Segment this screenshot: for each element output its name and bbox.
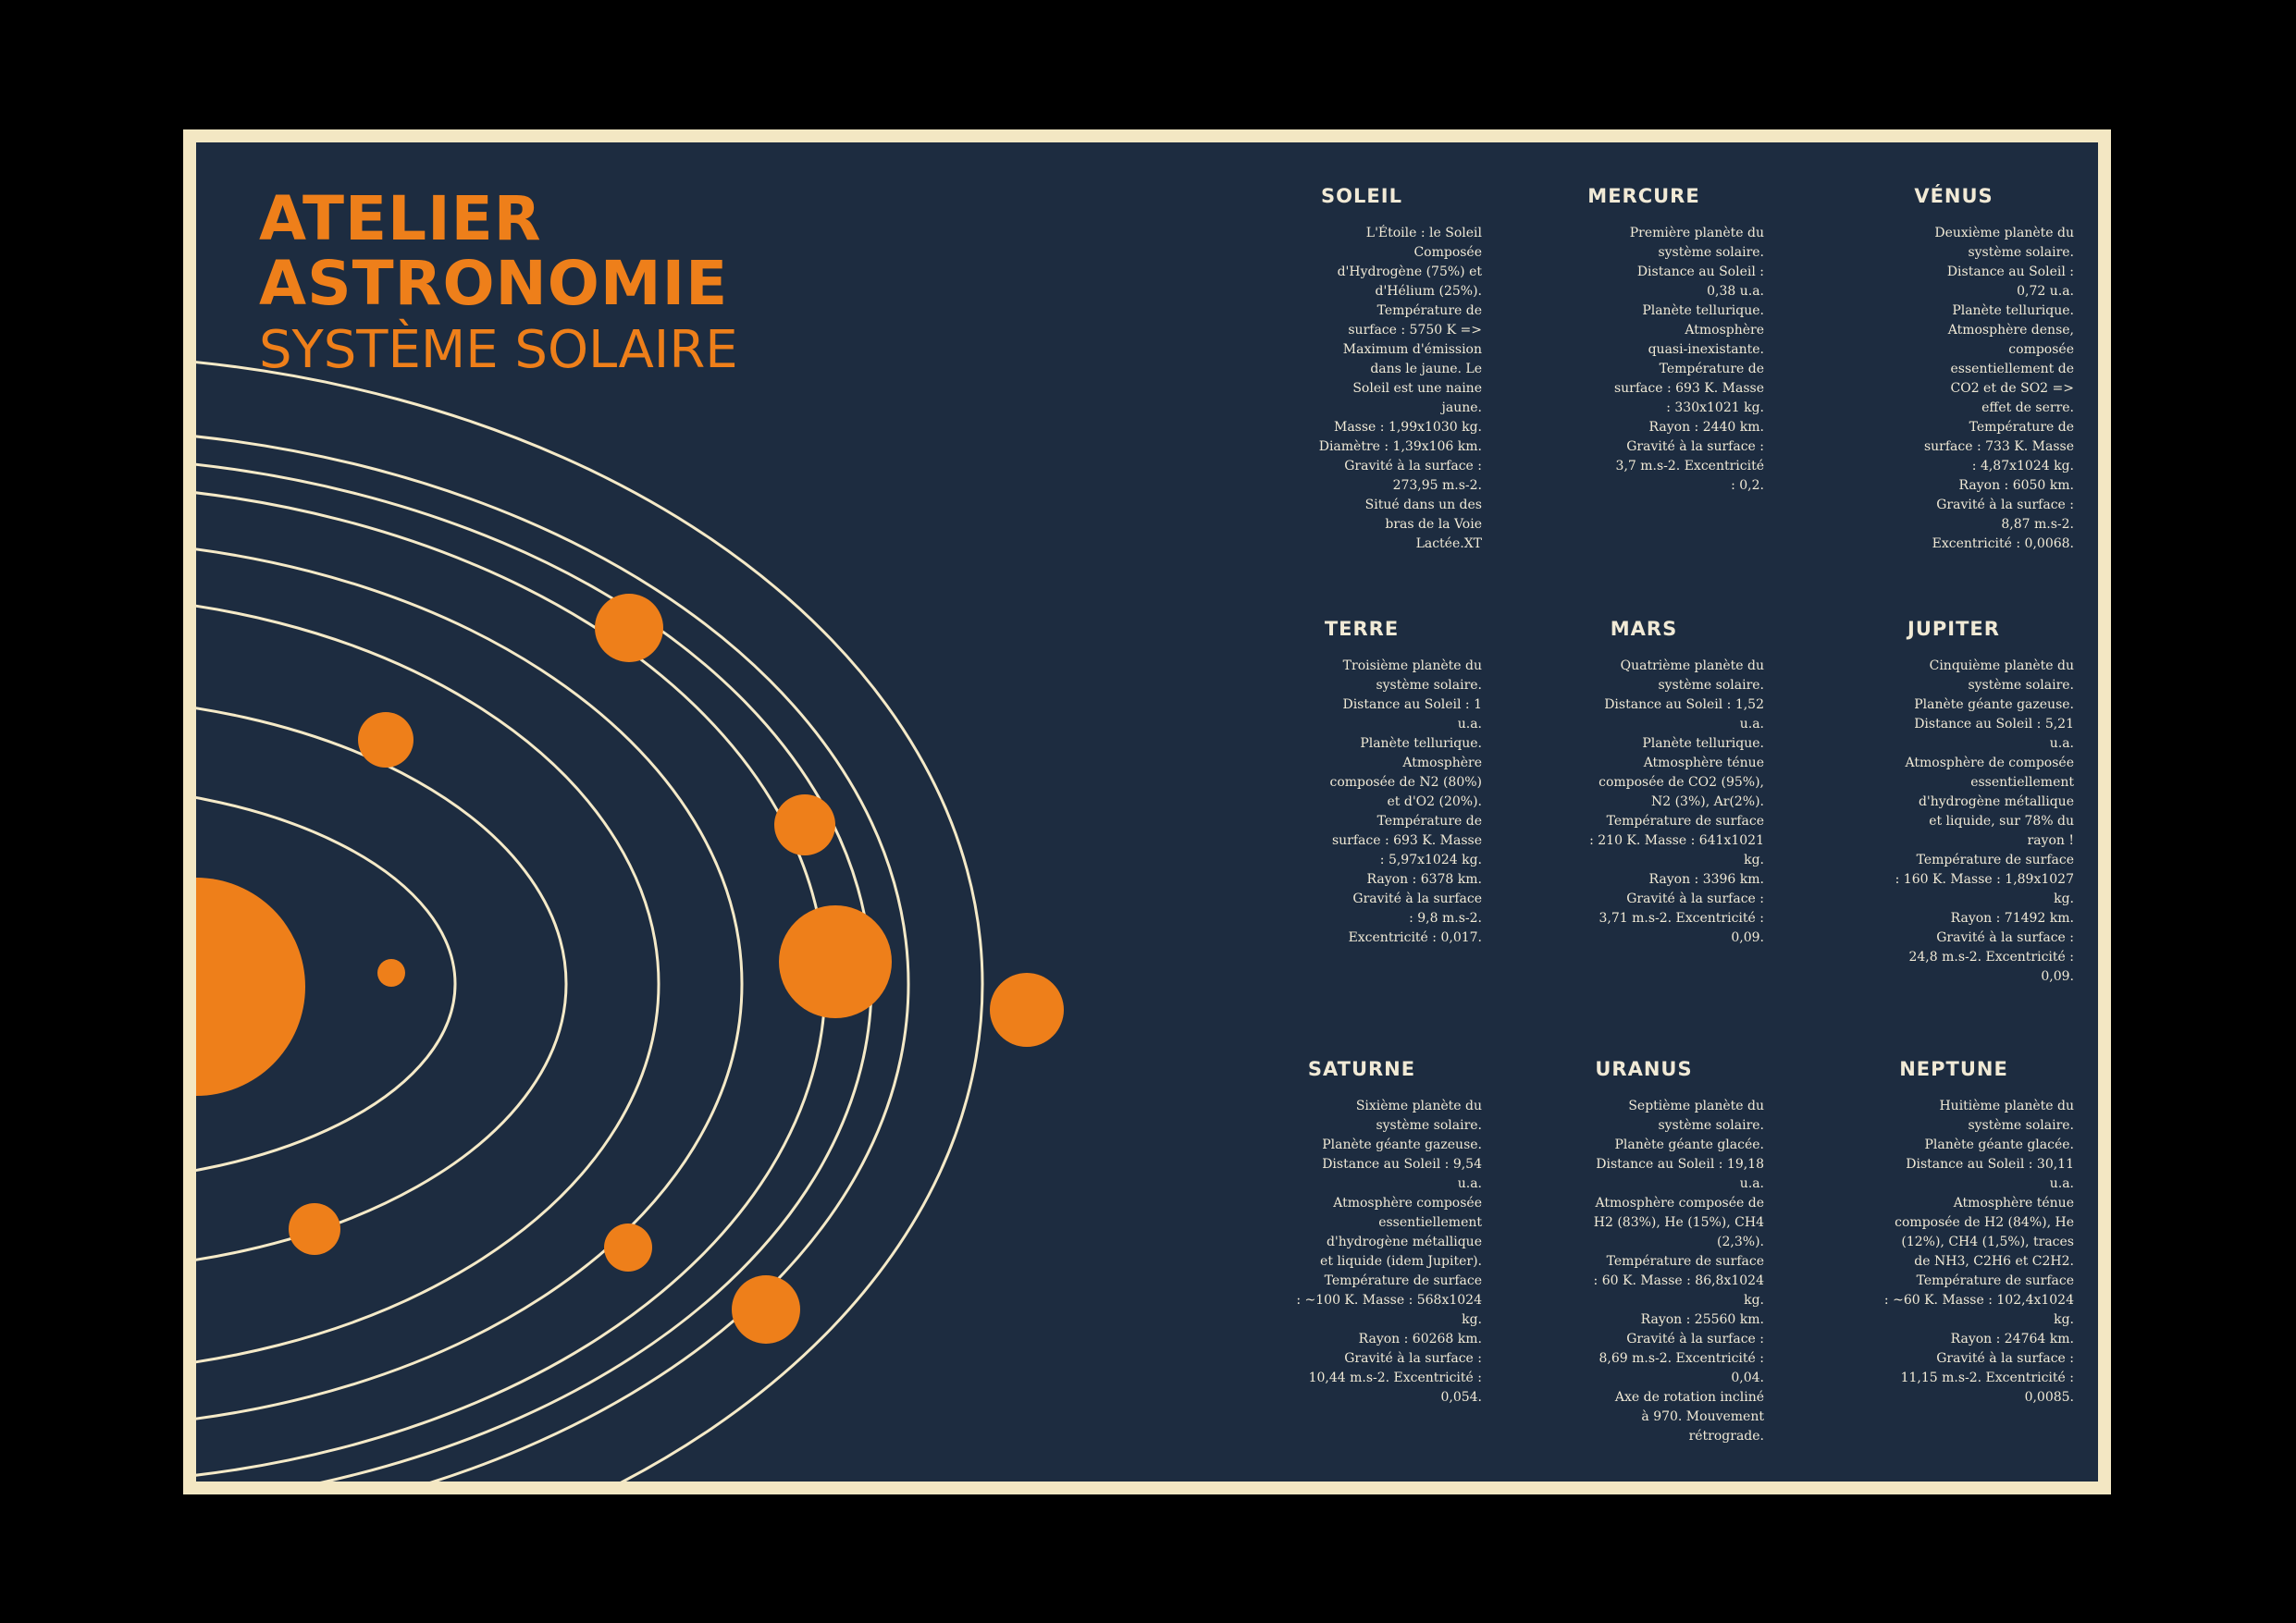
subtitle: SYSTÈME SOLAIRE [259, 320, 738, 380]
planet-description: L'Étoile : le Soleil Composée d'Hydrogène (75%) et d'Hélium (25%). Température de surface : 5750 K => Maximum d'émission dans le jaune. Le Soleil est une naine jaune. Masse : 1,99x1030 kg. Diamètre : 1,39x106 km. Gravité à la surface : 273,95 m.s-2. Situé dans un des bras de la Voie Lactée.XT [1318, 226, 1482, 551]
mars-planet [289, 1203, 340, 1255]
planet-card-soleil [1204, 185, 1482, 554]
planet-name: URANUS [1595, 1058, 1693, 1080]
planet-card-saturne [1204, 1058, 1482, 1408]
planet-name: SOLEIL [1321, 185, 1402, 207]
jupiter-planet [779, 905, 892, 1018]
planet-name: SATURNE [1307, 1058, 1416, 1080]
planet-description: Première planète du système solaire. Distance au Soleil : 0,38 u.a. Planète tellurique. Atmosphère quasi-inexistante. Température de surface : 693 K. Masse : 330x1021 kg. Rayon : 2440 km. Gravité à la surface : 3,7 m.s-2. Excentricité : 0,2. [1613, 226, 1764, 493]
planet-name: NEPTUNE [1899, 1058, 2008, 1080]
body-group [196, 594, 1064, 1344]
planet-name: MERCURE [1587, 185, 1700, 207]
poster [196, 142, 2098, 1482]
planet-card-neptune [1796, 1058, 2074, 1408]
planet-description: Septième planète du système solaire. Planète géante glacée. Distance au Soleil : 19,18 u.a. Atmosphère composée de H2 (83%), He (15%), CH4 (2,3%). Température de surface : 60 K. Masse : 86,8x1024 kg. Rayon : 25560 km. Gravité à la surface : 8,69 m.s-2. Excentricité : 0,04. Axe de rotation incliné à 970. Mouvement rétrograde. [1593, 1099, 1764, 1444]
earth-planet [774, 794, 835, 855]
title-block [259, 183, 738, 380]
planet-description: Sixième planète du système solaire. Planète géante gazeuse. Distance au Soleil : 9,54 u.a. Atmosphère composée essentiellement d'hydrogène métallique et liquide (idem Jupiter). Température de surface : ~100 K. Masse : 568x1024 kg. Rayon : 60268 km. Gravité à la surface : 10,44 m.s-2. Excentricité : 0,054. [1296, 1099, 1482, 1405]
planet-card-mercure [1487, 185, 1764, 496]
planet-card-mars [1487, 618, 1764, 948]
planet-card-uranus [1487, 1058, 1764, 1446]
planet-description: Troisième planète du système solaire. Distance au Soleil : 1 u.a. Planète tellurique. Atmosphère composée de N2 (80%) et d'O2 (20%). Température de surface : 693 K. Masse : 5,97x1024 kg. Rayon : 6378 km. Gravité à la surface : 9,8 m.s-2. Excentricité : 0,017. [1329, 658, 1482, 945]
neptune-planet [990, 973, 1064, 1047]
planet-name: TERRE [1324, 618, 1400, 640]
saturn-planet [604, 1223, 652, 1272]
title-line-2: ASTRONOMIE [259, 248, 729, 319]
planet-name: MARS [1610, 618, 1678, 640]
planet-name: VÉNUS [1914, 185, 1994, 207]
sun [196, 878, 305, 1096]
planet-description: Quatrième planète du système solaire. Distance au Soleil : 1,52 u.a. Planète tellurique. Atmosphère ténue composée de CO2 (95%), N2 (3%), Ar(2%). Température de surface : 210 K. Masse : 641x1021 kg. Rayon : 3396 km. Gravité à la surface : 3,71 m.s-2. Excentricité : 0,09. [1589, 658, 1764, 945]
planet-card-venus [1796, 185, 2074, 554]
venus-planet [358, 712, 414, 768]
outer-body [595, 594, 663, 662]
planet-description: Cinquième planète du système solaire. Planète géante gazeuse. Distance au Soleil : 5,21 u.a. Atmosphère de composée essentiellement d'hydrogène métallique et liquide, sur 78% du rayon ! Température de surface : 160 K. Masse : 1,89x1027 kg. Rayon : 71492 km. Gravité à la surface : 24,8 m.s-2. Excentricité : 0,09. [1895, 658, 2074, 984]
planet-card-terre [1204, 618, 1482, 948]
mercury-planet [377, 959, 405, 987]
planet-description: Huitième planète du système solaire. Planète géante glacée. Distance au Soleil : 30,11 u.a. Atmosphère ténue composée de H2 (84%), He (12%), CH4 (1,5%), traces de NH3, C2H6 et C2H2. Température de surface : ~60 K. Masse : 102,4x1024 kg. Rayon : 24764 km. Gravité à la surface : 11,15 m.s-2. Excentricité : 0,0085. [1883, 1099, 2074, 1405]
planet-description: Deuxième planète du système solaire. Distance au Soleil : 0,72 u.a. Planète tellurique. Atmosphère dense, composée essentiellement de CO2 et de SO2 => effet de serre. Température de surface : 733 K. Masse : 4,87x1024 kg. Rayon : 6050 km. Gravité à la surface : 8,87 m.s-2. Excentricité : 0,0068. [1923, 226, 2074, 551]
planet-card-jupiter [1796, 618, 2074, 987]
title-line-1: ATELIER [259, 183, 542, 254]
planet-name: JUPITER [1907, 618, 2000, 640]
uranus-planet [732, 1275, 800, 1344]
